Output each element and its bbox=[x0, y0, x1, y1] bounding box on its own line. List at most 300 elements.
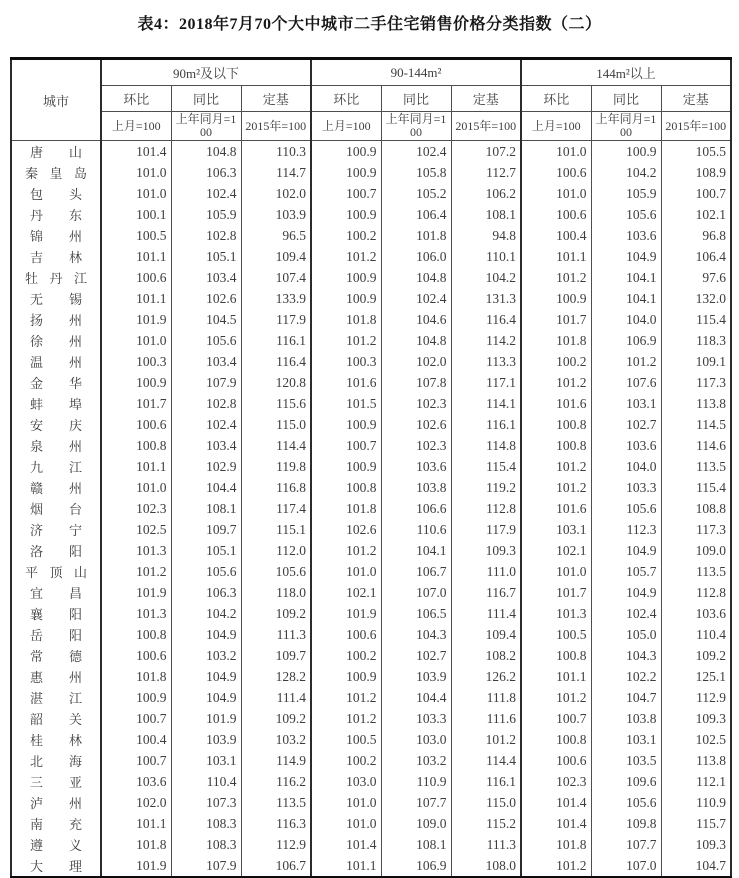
index-value: 103.5 bbox=[591, 750, 661, 771]
index-value: 102.1 bbox=[521, 540, 591, 561]
table-row bbox=[11, 141, 731, 163]
table-row bbox=[11, 414, 731, 435]
group-header-90-and-below: 90m²及以下 bbox=[101, 59, 311, 86]
index-value: 110.4 bbox=[661, 624, 731, 645]
index-value: 107.3 bbox=[171, 792, 241, 813]
index-value: 103.2 bbox=[171, 645, 241, 666]
index-value: 103.6 bbox=[661, 603, 731, 624]
index-value: 100.6 bbox=[101, 414, 171, 435]
table-row bbox=[11, 519, 731, 540]
index-value: 115.2 bbox=[451, 813, 521, 834]
index-value: 100.9 bbox=[521, 288, 591, 309]
index-value: 97.6 bbox=[661, 267, 731, 288]
index-value: 114.6 bbox=[661, 435, 731, 456]
index-value: 106.9 bbox=[381, 855, 451, 878]
index-value: 101.2 bbox=[521, 477, 591, 498]
sub-header-mom: 环比 bbox=[101, 86, 171, 112]
index-value: 112.1 bbox=[661, 771, 731, 792]
index-value: 111.4 bbox=[451, 603, 521, 624]
city-name: 北 海 bbox=[30, 754, 82, 769]
index-value: 104.6 bbox=[381, 309, 451, 330]
index-value: 103.0 bbox=[381, 729, 451, 750]
index-value: 116.4 bbox=[451, 309, 521, 330]
index-value: 100.6 bbox=[101, 267, 171, 288]
table-row bbox=[11, 834, 731, 855]
index-value: 100.2 bbox=[521, 351, 591, 372]
index-value: 100.8 bbox=[521, 729, 591, 750]
city-name: 赣 州 bbox=[30, 481, 82, 496]
index-value: 101.2 bbox=[101, 561, 171, 582]
sub-header-row bbox=[11, 86, 731, 112]
index-value: 114.5 bbox=[661, 414, 731, 435]
index-value: 101.0 bbox=[101, 162, 171, 183]
index-value: 114.1 bbox=[451, 393, 521, 414]
city-name: 扬 州 bbox=[30, 313, 82, 328]
index-value: 115.0 bbox=[241, 414, 311, 435]
index-value: 102.6 bbox=[311, 519, 381, 540]
index-value: 115.4 bbox=[661, 477, 731, 498]
sub-header-yoy: 同比 bbox=[171, 86, 241, 112]
index-value: 101.3 bbox=[521, 603, 591, 624]
city-name: 平 顶 山 bbox=[25, 565, 87, 580]
index-value: 106.4 bbox=[661, 246, 731, 267]
index-value: 104.2 bbox=[171, 603, 241, 624]
index-value: 106.0 bbox=[381, 246, 451, 267]
index-value: 100.2 bbox=[311, 645, 381, 666]
table-row bbox=[11, 246, 731, 267]
index-value: 109.0 bbox=[381, 813, 451, 834]
index-value: 102.6 bbox=[381, 414, 451, 435]
index-value: 126.2 bbox=[451, 666, 521, 687]
index-value: 101.2 bbox=[591, 351, 661, 372]
index-value: 101.0 bbox=[311, 813, 381, 834]
index-value: 100.5 bbox=[521, 624, 591, 645]
base-header-prev-month: 上月=100 bbox=[101, 112, 171, 141]
index-value: 103.6 bbox=[591, 225, 661, 246]
table-row bbox=[11, 477, 731, 498]
index-value: 101.9 bbox=[101, 855, 171, 878]
index-value: 105.2 bbox=[381, 183, 451, 204]
table-row bbox=[11, 393, 731, 414]
index-value: 128.2 bbox=[241, 666, 311, 687]
index-value: 113.8 bbox=[661, 393, 731, 414]
index-value: 103.6 bbox=[381, 456, 451, 477]
city-name: 无 锡 bbox=[30, 292, 82, 307]
table-header bbox=[11, 59, 731, 141]
index-value: 100.8 bbox=[521, 414, 591, 435]
table-row bbox=[11, 645, 731, 666]
base-header-2015: 2015年=100 bbox=[241, 112, 311, 141]
index-value: 101.6 bbox=[521, 498, 591, 519]
index-value: 103.6 bbox=[591, 435, 661, 456]
index-value: 102.9 bbox=[171, 456, 241, 477]
index-value: 107.9 bbox=[171, 372, 241, 393]
table-row bbox=[11, 624, 731, 645]
index-value: 103.9 bbox=[171, 729, 241, 750]
index-value: 100.7 bbox=[101, 708, 171, 729]
index-value: 107.0 bbox=[381, 582, 451, 603]
index-value: 100.8 bbox=[101, 624, 171, 645]
index-value: 102.4 bbox=[171, 183, 241, 204]
index-value: 102.3 bbox=[101, 498, 171, 519]
city-name: 韶 关 bbox=[30, 712, 82, 727]
table-row bbox=[11, 729, 731, 750]
index-value: 114.4 bbox=[241, 435, 311, 456]
index-value: 131.3 bbox=[451, 288, 521, 309]
index-value: 101.4 bbox=[311, 834, 381, 855]
index-value: 107.4 bbox=[241, 267, 311, 288]
index-value: 104.9 bbox=[591, 582, 661, 603]
index-value: 109.4 bbox=[241, 246, 311, 267]
index-value: 100.9 bbox=[311, 414, 381, 435]
index-value: 102.4 bbox=[381, 141, 451, 163]
index-value: 114.2 bbox=[451, 330, 521, 351]
index-value: 103.1 bbox=[591, 393, 661, 414]
index-value: 102.2 bbox=[591, 666, 661, 687]
index-value: 114.9 bbox=[241, 750, 311, 771]
index-value: 101.4 bbox=[521, 813, 591, 834]
index-value: 112.3 bbox=[591, 519, 661, 540]
index-value: 103.8 bbox=[381, 477, 451, 498]
index-value: 109.2 bbox=[241, 708, 311, 729]
index-value: 101.2 bbox=[521, 456, 591, 477]
index-value: 108.1 bbox=[451, 204, 521, 225]
index-value: 112.9 bbox=[241, 834, 311, 855]
sub-header-fixed-base: 定基 bbox=[451, 86, 521, 112]
index-value: 108.2 bbox=[451, 645, 521, 666]
index-value: 116.8 bbox=[241, 477, 311, 498]
index-value: 116.1 bbox=[241, 330, 311, 351]
city-name: 南 充 bbox=[30, 817, 82, 832]
index-value: 105.6 bbox=[171, 330, 241, 351]
table-row bbox=[11, 813, 731, 834]
index-value: 102.8 bbox=[171, 393, 241, 414]
index-value: 102.6 bbox=[171, 288, 241, 309]
sub-header-mom: 环比 bbox=[311, 86, 381, 112]
index-value: 102.1 bbox=[311, 582, 381, 603]
index-value: 110.9 bbox=[381, 771, 451, 792]
index-value: 103.9 bbox=[241, 204, 311, 225]
index-value: 110.1 bbox=[451, 246, 521, 267]
index-value: 109.0 bbox=[661, 540, 731, 561]
index-value: 101.2 bbox=[311, 540, 381, 561]
index-value: 100.2 bbox=[311, 225, 381, 246]
city-name: 泸 州 bbox=[30, 796, 82, 811]
city-name: 岳 阳 bbox=[30, 628, 82, 643]
index-value: 96.5 bbox=[241, 225, 311, 246]
index-value: 101.7 bbox=[521, 582, 591, 603]
index-value: 100.8 bbox=[521, 645, 591, 666]
index-value: 101.3 bbox=[101, 603, 171, 624]
table-row bbox=[11, 603, 731, 624]
index-value: 100.8 bbox=[101, 435, 171, 456]
city-name: 金 华 bbox=[30, 376, 82, 391]
index-value: 104.9 bbox=[171, 666, 241, 687]
city-name: 三 亚 bbox=[30, 775, 82, 790]
index-value: 101.9 bbox=[311, 603, 381, 624]
index-value: 101.9 bbox=[101, 582, 171, 603]
index-value: 109.7 bbox=[241, 645, 311, 666]
table-row bbox=[11, 456, 731, 477]
table-row bbox=[11, 855, 731, 878]
index-value: 115.0 bbox=[451, 792, 521, 813]
table-row bbox=[11, 540, 731, 561]
city-name: 包 头 bbox=[30, 187, 82, 202]
table-row bbox=[11, 498, 731, 519]
index-value: 101.9 bbox=[171, 708, 241, 729]
index-value: 102.5 bbox=[661, 729, 731, 750]
sub-header-yoy: 同比 bbox=[381, 86, 451, 112]
index-value: 116.7 bbox=[451, 582, 521, 603]
index-value: 100.4 bbox=[521, 225, 591, 246]
index-value: 106.9 bbox=[591, 330, 661, 351]
index-value: 102.4 bbox=[171, 414, 241, 435]
index-value: 104.9 bbox=[171, 687, 241, 708]
index-value: 101.0 bbox=[311, 561, 381, 582]
index-value: 101.0 bbox=[311, 792, 381, 813]
index-value: 100.9 bbox=[311, 204, 381, 225]
index-value: 104.1 bbox=[381, 540, 451, 561]
index-value: 100.3 bbox=[311, 351, 381, 372]
index-value: 115.4 bbox=[451, 456, 521, 477]
table-row bbox=[11, 204, 731, 225]
index-value: 101.8 bbox=[101, 834, 171, 855]
index-value: 102.1 bbox=[661, 204, 731, 225]
index-value: 106.6 bbox=[381, 498, 451, 519]
index-value: 114.7 bbox=[241, 162, 311, 183]
city-name: 烟 台 bbox=[30, 502, 82, 517]
table-row bbox=[11, 771, 731, 792]
base-header-same-month-last-year: 上年同月=100 bbox=[381, 112, 451, 141]
index-value: 101.7 bbox=[101, 393, 171, 414]
index-value: 109.3 bbox=[661, 708, 731, 729]
index-value: 100.9 bbox=[311, 456, 381, 477]
index-value: 101.8 bbox=[101, 666, 171, 687]
city-name: 洛 阳 bbox=[30, 544, 82, 559]
index-value: 101.1 bbox=[101, 246, 171, 267]
index-value: 101.2 bbox=[521, 267, 591, 288]
index-value: 115.7 bbox=[661, 813, 731, 834]
index-value: 102.4 bbox=[381, 288, 451, 309]
index-value: 104.0 bbox=[591, 309, 661, 330]
city-name: 常 德 bbox=[30, 649, 82, 664]
index-value: 100.2 bbox=[311, 750, 381, 771]
index-value: 101.1 bbox=[521, 246, 591, 267]
index-value: 111.3 bbox=[451, 834, 521, 855]
index-value: 104.9 bbox=[171, 624, 241, 645]
index-value: 101.8 bbox=[521, 834, 591, 855]
index-value: 119.8 bbox=[241, 456, 311, 477]
index-value: 117.9 bbox=[241, 309, 311, 330]
index-value: 101.4 bbox=[101, 141, 171, 163]
index-value: 116.2 bbox=[241, 771, 311, 792]
index-value: 118.0 bbox=[241, 582, 311, 603]
table-row bbox=[11, 309, 731, 330]
index-value: 102.0 bbox=[241, 183, 311, 204]
city-name: 温 州 bbox=[30, 355, 82, 370]
index-value: 115.4 bbox=[661, 309, 731, 330]
index-value: 105.5 bbox=[661, 141, 731, 163]
index-value: 101.2 bbox=[521, 855, 591, 878]
table-row bbox=[11, 687, 731, 708]
index-value: 110.3 bbox=[241, 141, 311, 163]
index-value: 125.1 bbox=[661, 666, 731, 687]
city-name: 宜 昌 bbox=[30, 586, 82, 601]
index-value: 101.0 bbox=[101, 477, 171, 498]
index-value: 113.8 bbox=[661, 750, 731, 771]
table-row bbox=[11, 225, 731, 246]
index-value: 117.3 bbox=[661, 519, 731, 540]
index-value: 103.9 bbox=[381, 666, 451, 687]
index-value: 107.2 bbox=[451, 141, 521, 163]
index-value: 110.9 bbox=[661, 792, 731, 813]
index-value: 104.4 bbox=[381, 687, 451, 708]
price-index-table bbox=[10, 57, 732, 878]
index-value: 101.0 bbox=[521, 183, 591, 204]
index-value: 101.6 bbox=[311, 372, 381, 393]
base-header-2015: 2015年=100 bbox=[451, 112, 521, 141]
index-value: 109.7 bbox=[171, 519, 241, 540]
index-value: 109.2 bbox=[661, 645, 731, 666]
index-value: 118.3 bbox=[661, 330, 731, 351]
city-name: 泉 州 bbox=[30, 439, 82, 454]
city-name: 秦 皇 岛 bbox=[25, 166, 87, 181]
index-value: 100.1 bbox=[101, 204, 171, 225]
table-row bbox=[11, 708, 731, 729]
index-value: 104.2 bbox=[451, 267, 521, 288]
index-value: 103.3 bbox=[381, 708, 451, 729]
index-value: 106.7 bbox=[241, 855, 311, 878]
table-row bbox=[11, 351, 731, 372]
index-value: 104.7 bbox=[591, 687, 661, 708]
index-value: 105.9 bbox=[591, 183, 661, 204]
index-value: 112.8 bbox=[451, 498, 521, 519]
index-value: 117.4 bbox=[241, 498, 311, 519]
index-value: 104.3 bbox=[381, 624, 451, 645]
index-value: 100.7 bbox=[101, 750, 171, 771]
table-row bbox=[11, 288, 731, 309]
city-name: 丹 东 bbox=[30, 208, 82, 223]
index-value: 104.1 bbox=[591, 267, 661, 288]
index-value: 100.3 bbox=[101, 351, 171, 372]
city-name: 锦 州 bbox=[30, 229, 82, 244]
index-value: 100.7 bbox=[521, 708, 591, 729]
index-value: 100.8 bbox=[311, 477, 381, 498]
index-value: 111.8 bbox=[451, 687, 521, 708]
index-value: 101.1 bbox=[101, 456, 171, 477]
table-row bbox=[11, 162, 731, 183]
table-body bbox=[11, 141, 731, 878]
index-value: 102.8 bbox=[171, 225, 241, 246]
index-value: 109.3 bbox=[451, 540, 521, 561]
index-value: 105.9 bbox=[171, 204, 241, 225]
city-name: 牡 丹 江 bbox=[25, 271, 87, 286]
table-row bbox=[11, 267, 731, 288]
index-value: 100.9 bbox=[311, 288, 381, 309]
table-row bbox=[11, 792, 731, 813]
city-name: 徐 州 bbox=[30, 334, 82, 349]
index-value: 104.8 bbox=[381, 267, 451, 288]
index-value: 101.1 bbox=[521, 666, 591, 687]
index-value: 101.5 bbox=[311, 393, 381, 414]
index-value: 101.7 bbox=[521, 309, 591, 330]
index-value: 100.6 bbox=[311, 624, 381, 645]
index-value: 115.6 bbox=[241, 393, 311, 414]
index-value: 104.1 bbox=[591, 288, 661, 309]
index-value: 116.4 bbox=[241, 351, 311, 372]
index-value: 100.5 bbox=[101, 225, 171, 246]
index-value: 101.2 bbox=[311, 687, 381, 708]
table-row bbox=[11, 372, 731, 393]
index-value: 109.2 bbox=[241, 603, 311, 624]
page-title: 表4：2018年7月70个大中城市二手住宅销售价格分类指数（二） bbox=[137, 16, 602, 33]
index-value: 105.7 bbox=[591, 561, 661, 582]
index-value: 108.3 bbox=[171, 834, 241, 855]
index-value: 102.5 bbox=[101, 519, 171, 540]
index-value: 110.6 bbox=[381, 519, 451, 540]
index-value: 113.3 bbox=[451, 351, 521, 372]
index-value: 107.0 bbox=[591, 855, 661, 878]
index-value: 117.1 bbox=[451, 372, 521, 393]
index-value: 101.0 bbox=[521, 141, 591, 163]
index-value: 114.8 bbox=[451, 435, 521, 456]
index-value: 101.0 bbox=[101, 330, 171, 351]
index-value: 105.6 bbox=[591, 792, 661, 813]
index-value: 115.1 bbox=[241, 519, 311, 540]
index-value: 117.3 bbox=[661, 372, 731, 393]
index-value: 132.0 bbox=[661, 288, 731, 309]
index-value: 105.1 bbox=[171, 540, 241, 561]
index-value: 100.7 bbox=[311, 435, 381, 456]
index-value: 109.4 bbox=[451, 624, 521, 645]
city-column-header: 城市 bbox=[11, 59, 101, 141]
index-value: 106.3 bbox=[171, 162, 241, 183]
index-value: 109.8 bbox=[591, 813, 661, 834]
index-value: 107.7 bbox=[381, 792, 451, 813]
index-value: 111.0 bbox=[451, 561, 521, 582]
sub-header-mom: 环比 bbox=[521, 86, 591, 112]
index-value: 106.4 bbox=[381, 204, 451, 225]
index-value: 103.2 bbox=[241, 729, 311, 750]
index-value: 100.9 bbox=[311, 141, 381, 163]
city-name: 吉 林 bbox=[30, 250, 82, 265]
group-header-90-144: 90-144m² bbox=[311, 59, 521, 86]
index-value: 103.0 bbox=[311, 771, 381, 792]
index-value: 101.2 bbox=[521, 687, 591, 708]
index-value: 105.6 bbox=[241, 561, 311, 582]
index-value: 101.2 bbox=[311, 246, 381, 267]
index-value: 102.3 bbox=[521, 771, 591, 792]
index-value: 104.9 bbox=[591, 246, 661, 267]
index-value: 101.8 bbox=[311, 309, 381, 330]
index-value: 107.8 bbox=[381, 372, 451, 393]
city-name: 九 江 bbox=[30, 460, 82, 475]
table-row bbox=[11, 750, 731, 771]
index-value: 105.6 bbox=[591, 204, 661, 225]
index-value: 102.3 bbox=[381, 393, 451, 414]
index-value: 107.7 bbox=[591, 834, 661, 855]
table-row bbox=[11, 183, 731, 204]
index-value: 105.0 bbox=[591, 624, 661, 645]
sub-header-yoy: 同比 bbox=[591, 86, 661, 112]
index-value: 106.5 bbox=[381, 603, 451, 624]
index-value: 100.9 bbox=[311, 162, 381, 183]
table-row bbox=[11, 582, 731, 603]
table-row bbox=[11, 666, 731, 687]
city-name: 安 庆 bbox=[30, 418, 82, 433]
index-value: 104.7 bbox=[661, 855, 731, 878]
index-value: 116.3 bbox=[241, 813, 311, 834]
